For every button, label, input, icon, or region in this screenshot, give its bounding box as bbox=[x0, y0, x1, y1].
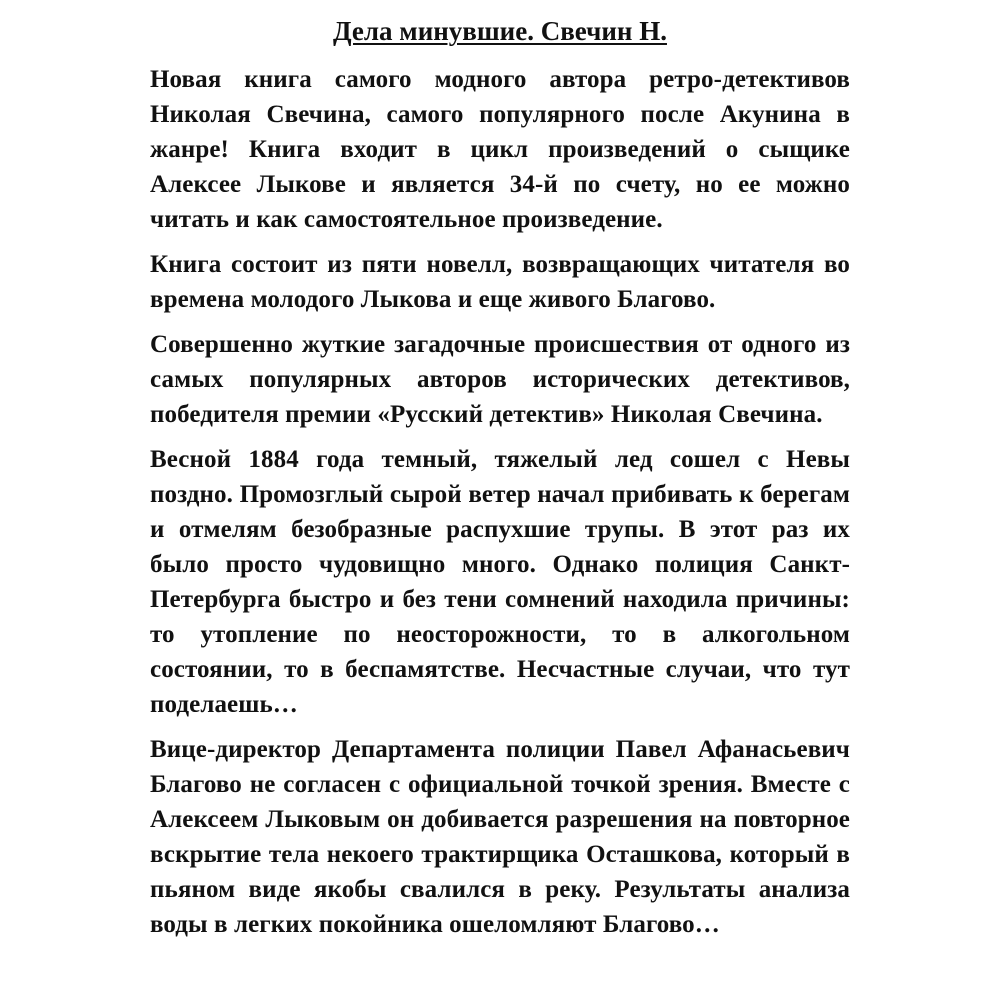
document-title: Дела минувшие. Свечин Н. bbox=[333, 16, 667, 46]
paragraph-plot-investigation: Вице-директор Департамента полиции Павел Афанасьевич Благово не согласен с официальной точкой зрения. Вместе с Алексеем Лыковым он добивается разрешения на повторное вскрытие тела некоего трактирщика Осташкова, который в пьяном виде якобы свалился в реку. Результаты анализа воды в легких покойника ошеломляют Благово… bbox=[150, 736, 850, 938]
paragraph-composition: Книга состоит из пяти новелл, возвращающих читателя во времена молодого Лыкова и еще живого Благово. bbox=[150, 251, 850, 313]
paragraph-praise: Совершенно жуткие загадочные происшествия от одного из самых популярных авторов исторических детективов, победителя премии «Русский детектив» Николая Свечина. bbox=[150, 331, 850, 428]
paragraph-intro: Новая книга самого модного автора ретро-детективов Николая Свечина, самого популярного после Акунина в жанре! Книга входит в цикл произведений о сыщике Алексее Лыкове и является 34-й по счету, но ее можно читать и как самостоятельное произведение. bbox=[150, 66, 850, 233]
document-body bbox=[150, 62, 850, 952]
paragraph-plot-setup: Весной 1884 года темный, тяжелый лед сошел с Невы поздно. Промозглый сырой ветер начал прибивать к берегам и отмелям безобразные распухшие трупы. В этот раз их было просто чудовищно много. Однако полиция Санкт-Петербурга быстро и без тени сомнений находила причины: то утопление по неосторожности, то в алкогольном состоянии, то в беспамятстве. Несчастные случаи, что тут поделаешь… bbox=[150, 446, 850, 718]
